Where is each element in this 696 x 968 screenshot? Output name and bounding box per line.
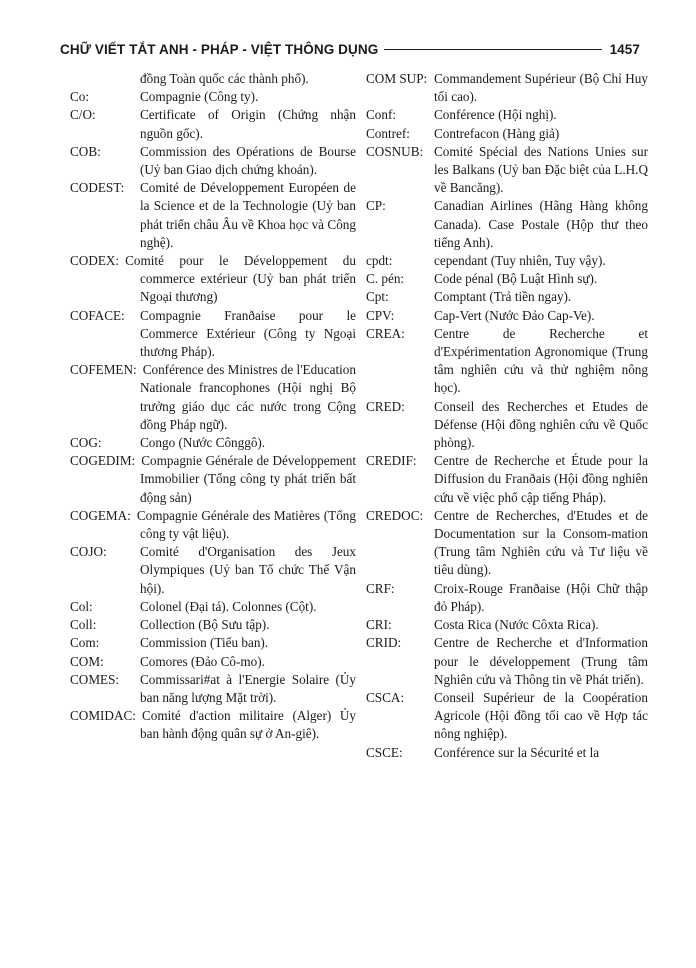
dictionary-entry [366, 580, 648, 616]
entry-definition: Commissari#at à l'Energie Solaire (Ủy ban năng lượng Mặt trời). [140, 671, 356, 705]
entry-definition: Congo (Nước Cônggô). [140, 435, 266, 451]
entry-definition: Croix-Rouge Franðaise (Hội Chữ thập đỏ Pháp). [434, 580, 648, 614]
entry-definition: Colonel (Đại tá). Colonnes (Cột). [140, 598, 317, 614]
entry-definition: Collection (Bộ Sưu tập). [140, 617, 270, 633]
dictionary-entry [366, 616, 648, 634]
entry-abbreviation: Coll: [70, 617, 97, 633]
entry-definition: Certificate of Origin (Chứng nhận nguồn gốc). [140, 107, 356, 141]
dictionary-entry [366, 689, 648, 744]
dictionary-entry [70, 616, 356, 634]
entry-abbreviation: CPV: [366, 307, 395, 323]
entry-abbreviation: COMIDAC: [70, 708, 136, 724]
dictionary-entry [366, 288, 648, 306]
entry-definition: Compagnie Générale de Développement Immobilier (Tổng công ty phát triển bất động sản) [140, 453, 356, 505]
dictionary-entry [70, 671, 356, 707]
entry-definition: Compagnie Franðaise pour le Commerce Extérieur (Công ty Ngoại thương Pháp). [140, 307, 356, 360]
right-column [366, 70, 648, 762]
entry-definition: Comité Spécial des Nations Unies sur les Balkans (Uỷ ban Đặc biệt của L.H.Q về Bancăng). [434, 143, 648, 196]
entry-abbreviation: CRI: [366, 617, 392, 633]
entry-definition: Centre de Recherche et d'Expérimentation Agronomique (Trung tâm nghiên cứu và thử nghiệm nông học). [434, 325, 648, 396]
entry-abbreviation: Co: [70, 89, 90, 105]
entry-abbreviation: CRID: [366, 635, 402, 651]
dictionary-entry [70, 88, 356, 106]
entry-definition: Commission (Tiểu ban). [140, 635, 269, 651]
dictionary-entry [70, 507, 356, 543]
entry-definition: Cap-Vert (Nước Đảo Cap-Ve). [434, 307, 595, 323]
entry-definition: Comité de Développement Européen de la Science et de la Technologie (Uỷ ban phát triển châu Âu về Khoa học và Công nghệ). [140, 180, 356, 250]
entry-abbreviation: COFEMEN: [70, 362, 137, 378]
entry-definition: Conférence (Hội nghị). [434, 107, 557, 123]
entry-definition: Comores (Đảo Cô-mo). [140, 653, 265, 669]
dictionary-entry [366, 452, 648, 507]
dictionary-entry [70, 707, 356, 743]
dictionary-entry [366, 270, 648, 288]
entry-abbreviation: CRED: [366, 398, 405, 414]
entry-abbreviation: CREDOC: [366, 507, 424, 523]
entry-abbreviation: Cpt: [366, 289, 389, 305]
entry-definition: Compagnie (Công ty). [140, 89, 259, 105]
dictionary-entry [366, 507, 648, 580]
dictionary-entry [70, 143, 356, 179]
entry-abbreviation: CRF: [366, 580, 395, 596]
entry-abbreviation: CREA: [366, 325, 405, 341]
dictionary-entry [366, 70, 648, 106]
dictionary-entry [366, 325, 648, 398]
entry-abbreviation: COG: [70, 435, 102, 451]
left-column [70, 70, 356, 744]
entry-definition: Conseil des Recherches et Etudes de Défense (Hội đồng nghiên cứu về Quốc phòng). [434, 398, 648, 451]
entry-abbreviation: C/O: [70, 107, 96, 123]
header-rule [384, 49, 601, 50]
dictionary-entry [70, 634, 356, 652]
dictionary-entry [70, 653, 356, 671]
entry-abbreviation: CSCE: [366, 744, 403, 760]
entry-definition: đồng Toàn quốc các thành phố). [140, 71, 309, 86]
entry-abbreviation: CREDIF: [366, 453, 417, 469]
entry-definition: Conférence sur la Sécurité et la [434, 744, 600, 760]
entry-definition: Compagnie Générale des Matières (Tổng công ty vật liệu). [136, 507, 356, 542]
dictionary-entry [366, 143, 648, 198]
entry-abbreviation: COMES: [70, 671, 120, 687]
dictionary-entry [70, 598, 356, 616]
entry-definition: Commission des Opérations de Bourse (Uỷ ban Giao dịch chứng khoán). [140, 143, 356, 178]
entry-definition: Centre de Recherche et Étude pour la Diffusion du Franðais (Hội đồng nghiên cứu về việc phổ cập tiếng Pháp). [434, 453, 648, 505]
page-number: 1457 [609, 41, 640, 57]
dictionary-entry [366, 106, 648, 124]
entry-abbreviation: COFACE: [70, 307, 125, 323]
entry-abbreviation: CSCA: [366, 689, 405, 705]
dictionary-entry [70, 307, 356, 362]
entry-definition: Comptant (Trả tiền ngay). [434, 289, 572, 305]
entry-definition: Conférence des Ministres de l'Education Nationale francophones (Hội nghị Bộ trưởng giáo dục các nước trong Cộng đồng Pháp ngữ). [140, 362, 356, 432]
entry-definition: Code pénal (Bộ Luật Hình sự). [434, 271, 598, 287]
entry-definition: Commandement Supérieur (Bộ Chỉ Huy tối cao). [434, 71, 648, 105]
dictionary-entry [366, 252, 648, 270]
entry-definition: Canadian Airlines (Hãng Hàng không Canada). Case Postale (Hộp thư theo tiếng Anh). [434, 198, 648, 250]
entry-abbreviation: Col: [70, 598, 93, 614]
entry-abbreviation: CP: [366, 198, 386, 214]
entry-abbreviation: CODEST: [70, 180, 125, 196]
entry-abbreviation: COGEDIM: [70, 453, 136, 469]
entry-abbreviation: COB: [70, 143, 101, 159]
dictionary-entry [70, 452, 356, 507]
entry-definition: Centre de Recherches, d'Etudes et de Documentation sur la Consom-mation (Trung tâm Nghiên cứu và Tư liệu về tiêu dùng). [434, 507, 648, 578]
entry-definition: cependant (Tuy nhiên, Tuy vậy). [434, 253, 606, 269]
entry-abbreviation: COSNUB: [366, 143, 424, 159]
entry-abbreviation: Contref: [366, 125, 410, 141]
entry-definition: Contrefacon (Hàng giả) [434, 125, 560, 141]
dictionary-entry [366, 398, 648, 453]
header-title: CHỮ VIẾT TẮT ANH - PHÁP - VIỆT THÔNG DỤNG [60, 41, 379, 57]
entry-definition: Comité d'Organisation des Jeux Olympiques (Uỷ ban Tổ chức Thế Vận hội). [140, 544, 356, 596]
dictionary-entry [70, 434, 356, 452]
entry-definition: Comité d'action militaire (Alger) Ủy ban hành động quân sự ở An-giê). [140, 708, 356, 742]
entry-definition: Centre de Recherche et d'Information pour le développement (Trung tâm Nghiên cứu và Thông tin về Phát triển). [434, 635, 648, 687]
dictionary-entry [366, 125, 648, 143]
dictionary-entry [366, 744, 648, 762]
entry-definition: Comité pour le Développement du commerce extérieur (Uỷ ban phát triển Ngoại thương) [125, 253, 356, 305]
entry-abbreviation: Com: [70, 635, 100, 651]
entry-abbreviation: COM: [70, 653, 104, 669]
dictionary-entry [70, 543, 356, 598]
entry-abbreviation: cpdt: [366, 253, 393, 269]
dictionary-entry [366, 634, 648, 689]
entry-abbreviation: COJO: [70, 544, 107, 560]
dictionary-entry [70, 106, 356, 142]
entry-definition: Conseil Supérieur de la Coopération Agricole (Hội đồng tối cao về Hợp tác nông nghiệp). [434, 689, 648, 742]
entry-abbreviation: COM SUP: [366, 71, 428, 86]
dictionary-entry [70, 179, 356, 252]
entry-abbreviation: Conf: [366, 107, 397, 123]
running-header [60, 38, 640, 60]
dictionary-entry [366, 197, 648, 252]
entry-abbreviation: C. pén: [366, 271, 405, 287]
dictionary-entry [70, 361, 356, 434]
entry-definition: Costa Rica (Nước Côxta Rica). [434, 617, 599, 633]
dictionary-entry [70, 252, 356, 307]
dictionary-entry [366, 307, 648, 325]
entry-abbreviation: CODEX: [70, 253, 120, 269]
dictionary-entry [70, 70, 356, 88]
entry-abbreviation: COGEMA: [70, 507, 131, 523]
